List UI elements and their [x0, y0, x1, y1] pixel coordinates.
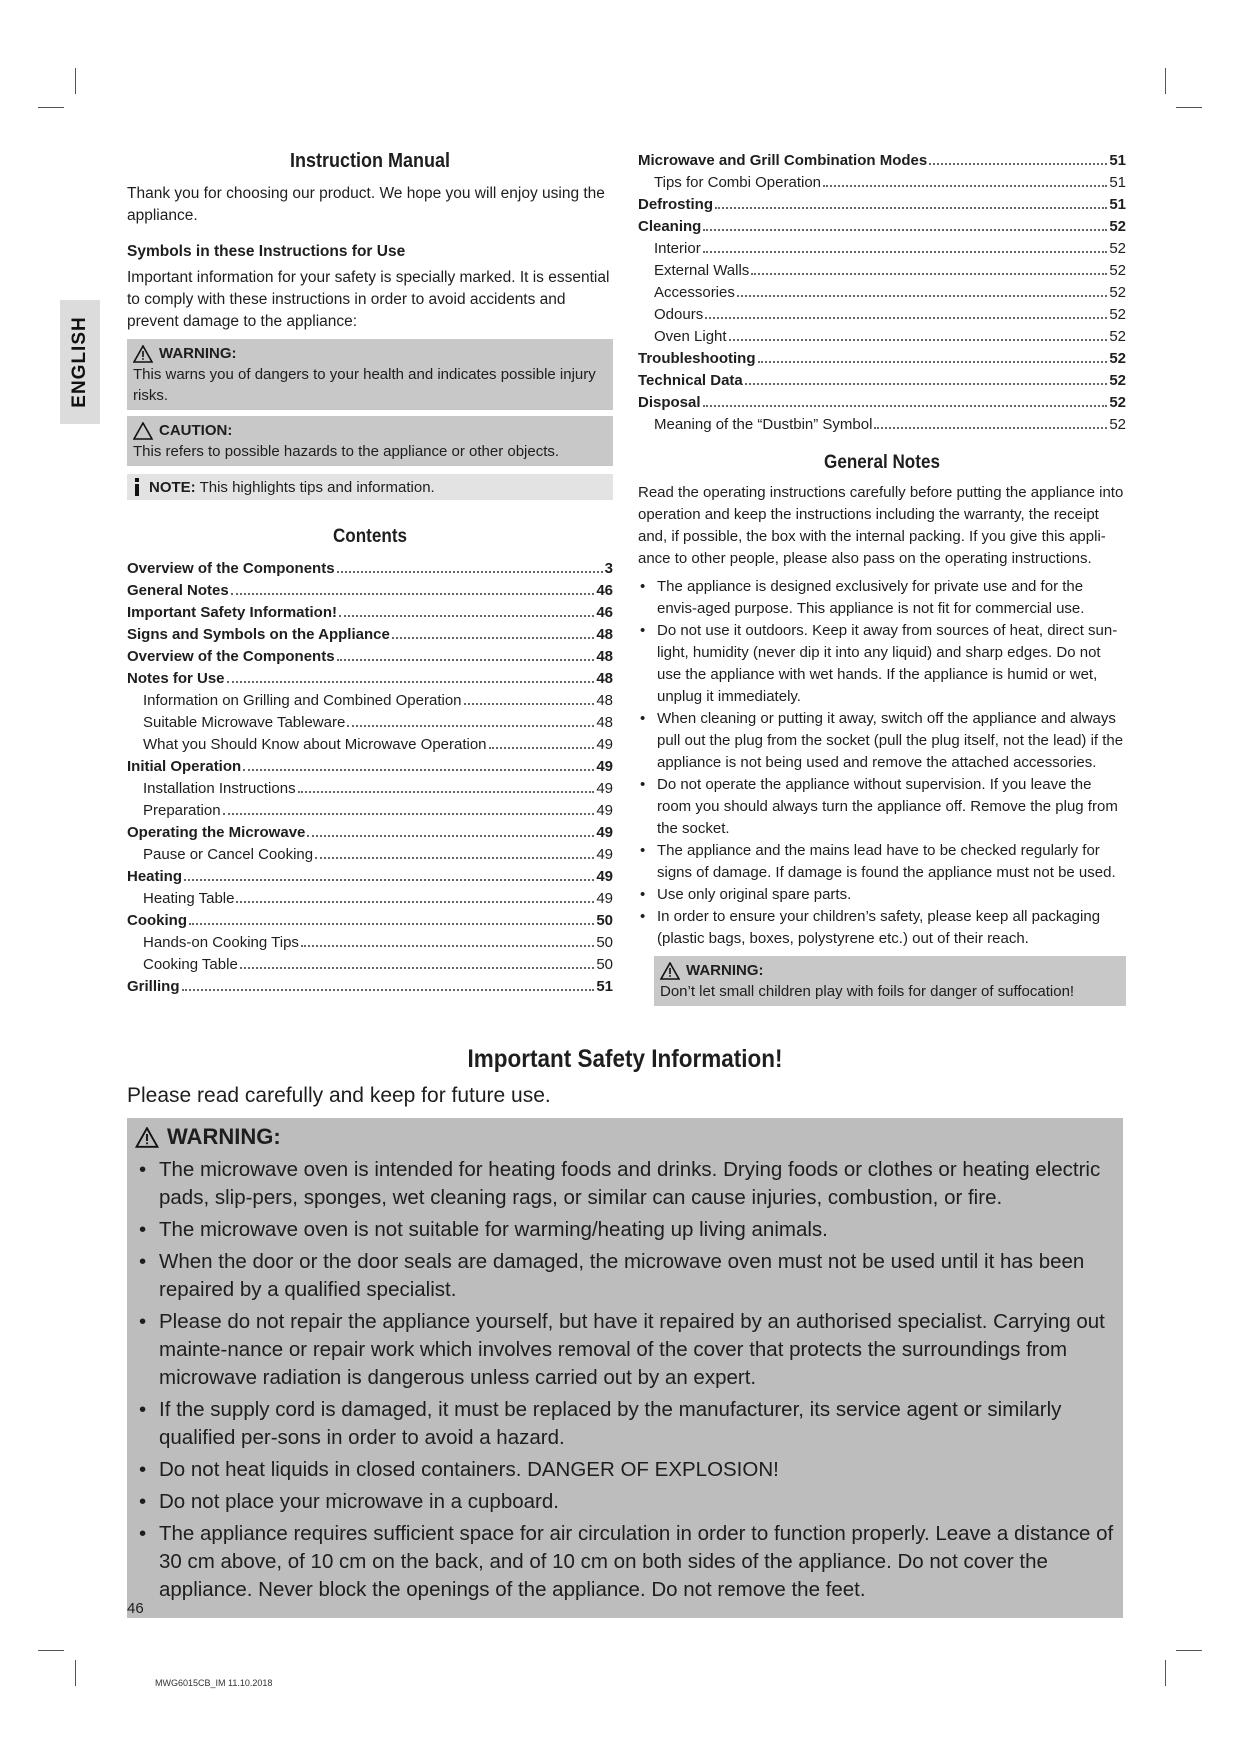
caution-text: This refers to possible hazards to the appliance or other objects. [133, 443, 560, 460]
toc-leader [823, 185, 1107, 187]
toc-entry [638, 260, 1126, 282]
toc-entry [127, 778, 613, 800]
toc-entry [638, 348, 1126, 370]
toc-entry [127, 844, 613, 866]
toc-label: Oven Light [654, 328, 727, 345]
list-item: • Do not heat liquids in closed containers. DANGER OF EXPLOSION! [135, 1456, 1115, 1484]
toc-entry [638, 172, 1126, 194]
general-notes-intro: Read the operating instructions carefully before putting the appliance into operation and keep the instructions including the warranty, the receipt and, if possible, the box with the internal packing. If you give this appli-ance to other people, please also pass on the operating instructions. [638, 484, 1124, 567]
safety-section [127, 1045, 1123, 1618]
toc-page: 52 [1109, 218, 1126, 235]
toc-entry [127, 624, 613, 646]
toc-page: 52 [1109, 306, 1126, 323]
warning-icon [660, 962, 680, 980]
toc-label: Microwave and Grill Combination Modes [638, 152, 928, 169]
toc-page: 49 [596, 890, 613, 907]
toc-page: 48 [596, 670, 613, 687]
toc-label: Odours [654, 306, 704, 323]
toc-entry [638, 238, 1126, 260]
list-item: • In order to ensure your children’s safety, please keep all packaging (plastic bags, boxes, polystyrene etc.) out of their reach. [638, 906, 1126, 950]
toc-leader [489, 747, 595, 749]
toc-page: 52 [1109, 240, 1126, 257]
toc-page: 49 [596, 758, 613, 775]
language-tab [60, 300, 100, 424]
toc-entry [127, 822, 613, 844]
toc-label: Suitable Microwave Tableware [143, 714, 346, 731]
warning-text: This warns you of dangers to your health and indicates possible injury risks. [133, 366, 596, 404]
toc-leader [392, 637, 594, 639]
toc-page: 49 [596, 736, 613, 753]
symbols-text: Important information for your safety is specially marked. It is essential to comply with these instructions in order to avoid accidents and prevent damage to the appliance: [127, 269, 610, 330]
list-item: • The microwave oven is not suitable for warming/heating up living animals. [135, 1216, 1115, 1244]
safety-list [135, 1156, 1115, 1604]
toc-leader [464, 703, 595, 705]
toc-entry [638, 326, 1126, 348]
list-item: • Do not place your microwave in a cupboard. [135, 1488, 1115, 1516]
toc-page: 46 [596, 582, 613, 599]
toc-entry [127, 932, 613, 954]
toc-page: 51 [596, 978, 613, 995]
left-column [127, 150, 613, 998]
list-item: • Please do not repair the appliance yourself, but have it repaired by an authorised specialist. Carrying out mainte-nance or repair work which involves removal of the cover that protects the surroundings from microwave radiation is dangerous unless carried out by an expert. [135, 1308, 1115, 1392]
toc-leader [307, 835, 594, 837]
toc-leader [758, 361, 1108, 363]
toc-label: Heating Table [143, 890, 235, 907]
toc-entry [127, 976, 613, 998]
toc-label: Heating [127, 868, 183, 885]
instruction-manual-title: Instruction Manual [289, 150, 451, 172]
toc-entry [127, 646, 613, 668]
toc-page: 49 [596, 868, 613, 885]
toc-entry [127, 712, 613, 734]
toc-page: 3 [604, 560, 613, 577]
toc-label: Cooking [127, 912, 187, 929]
toc-entry [127, 910, 613, 932]
toc-label: Overview of the Components [127, 560, 335, 577]
safety-warning-box [127, 1118, 1123, 1618]
crop-mark [1165, 1660, 1166, 1686]
list-item: • Do not operate the appliance without supervision. If you leave the room you should always turn the appliance off. Remove the plug from the socket. [638, 774, 1126, 840]
note-label: NOTE: [149, 478, 196, 496]
toc-page: 50 [596, 934, 613, 951]
toc-page: 52 [1109, 328, 1126, 345]
toc-page: 49 [596, 802, 613, 819]
toc-label: External Walls [654, 262, 750, 279]
toc-entry [127, 756, 613, 778]
language-label: ENGLISH [69, 316, 90, 408]
toc-page: 51 [1109, 152, 1126, 169]
toc-leader [298, 791, 595, 793]
table-of-contents [127, 558, 613, 998]
toc-leader [243, 769, 594, 771]
toc-entry [127, 580, 613, 602]
toc-page: 52 [1109, 394, 1126, 411]
toc-entry [127, 668, 613, 690]
toc-leader [745, 383, 1108, 385]
footer-code: MWG6015CB_IM 11.10.2018 [155, 1678, 273, 1688]
note-text: This highlights tips and information. [199, 478, 435, 496]
general-notes-title: General Notes [824, 452, 940, 473]
toc-page: 48 [596, 714, 613, 731]
toc-leader [347, 725, 594, 727]
toc-entry [638, 194, 1126, 216]
warning-box [127, 339, 613, 410]
toc-leader [729, 339, 1108, 341]
right-column [638, 150, 1126, 1006]
toc-label: Defrosting [638, 196, 713, 213]
safety-title: Important Safety Information! [467, 1045, 783, 1073]
list-item: • The appliance is designed exclusively for private use and for the envis-aged purpose. This appliance is not fit for commercial use. [638, 576, 1126, 620]
toc-page: 52 [1109, 284, 1126, 301]
contents-title: Contents [332, 526, 408, 547]
toc-leader [227, 681, 595, 683]
toc-page: 48 [596, 626, 613, 643]
toc-label: Operating the Microwave [127, 824, 306, 841]
toc-label: Signs and Symbols on the Appliance [127, 626, 390, 643]
toc-page: 49 [596, 780, 613, 797]
list-item: • The appliance and the mains lead have to be checked regularly for signs of damage. If damage is found the appliance must not be used. [638, 840, 1126, 884]
toc-label: Tips for Combi Operation [654, 174, 822, 191]
toc-label: Interior [654, 240, 701, 257]
toc-leader [874, 427, 1107, 429]
toc-label: Meaning of the “Dustbin” Symbol [654, 416, 873, 433]
toc-label: What you Should Know about Microwave Operation [143, 736, 487, 753]
toc-leader [703, 405, 1108, 407]
list-item: • The appliance requires sufficient space for air circulation in order to function properly. Leave a distance of 30 cm above, of 10 cm on the back, and of 10 cm on both sides of the appliance. Do not cover the appliance. Never block the openings of the appliance. Do not remove the feet. [135, 1520, 1115, 1604]
page-number: 46 [127, 1600, 144, 1617]
toc-page: 52 [1109, 350, 1126, 367]
caution-icon [133, 422, 153, 440]
toc-page: 46 [596, 604, 613, 621]
toc-leader [240, 967, 595, 969]
toc-leader [231, 593, 595, 595]
toc-label: Preparation [143, 802, 221, 819]
toc-entry [638, 304, 1126, 326]
toc-label: Important Safety Information! [127, 604, 338, 621]
crop-mark [38, 107, 64, 108]
list-item: • Do not use it outdoors. Keep it away from sources of heat, direct sun-light, humidity (never dip it into any liquid) and sharp edges. Do not use the appliance with wet hands. If the appliance is humid or wet, unplug it immediately. [638, 620, 1126, 708]
toc-entry [638, 282, 1126, 304]
info-icon [133, 478, 141, 496]
toc-leader [751, 273, 1107, 275]
toc-leader [337, 659, 595, 661]
toc-leader [301, 945, 594, 947]
toc-leader [315, 857, 594, 859]
list-item: • If the supply cord is damaged, it must be replaced by the manufacturer, its service agent or similarly qualified per-sons in order to avoid a hazard. [135, 1396, 1115, 1452]
toc-entry [127, 558, 613, 580]
warning-text: Don’t let small children play with foils for danger of suffocation! [660, 983, 1075, 1000]
toc-entry [638, 370, 1126, 392]
toc-entry [127, 888, 613, 910]
toc-page: 51 [1109, 174, 1126, 191]
toc-entry [638, 392, 1126, 414]
toc-label: Disposal [638, 394, 701, 411]
toc-leader [337, 571, 603, 573]
toc-entry [127, 602, 613, 624]
toc-leader [703, 251, 1108, 253]
toc-leader [703, 229, 1107, 231]
toc-leader [223, 813, 595, 815]
toc-entry [638, 216, 1126, 238]
toc-page: 48 [596, 648, 613, 665]
toc-leader [339, 615, 594, 617]
toc-entry [127, 734, 613, 756]
toc-page: 51 [1109, 196, 1126, 213]
list-item: • Use only original spare parts. [638, 884, 1126, 906]
caution-box [127, 416, 613, 466]
crop-mark [75, 1660, 76, 1686]
toc-label: Troubleshooting [638, 350, 756, 367]
warning-icon [135, 1127, 159, 1148]
caution-label: CAUTION: [159, 422, 233, 439]
warning-label: WARNING: [167, 1124, 281, 1149]
crop-mark [75, 68, 76, 94]
toc-leader [236, 901, 594, 903]
crop-mark [1176, 107, 1202, 108]
toc-label: Cleaning [638, 218, 702, 235]
toc-label: Installation Instructions [143, 780, 296, 797]
toc-leader [715, 207, 1107, 209]
toc-page: 52 [1109, 372, 1126, 389]
toc-label: Pause or Cancel Cooking [143, 846, 314, 863]
toc-leader [705, 317, 1107, 319]
crop-mark [1176, 1650, 1202, 1651]
table-of-contents-continued [638, 150, 1126, 436]
list-item: • The microwave oven is intended for heating foods and drinks. Drying foods or clothes or heating electric pads, slip-pers, sponges, wet cleaning rags, or similar can cause injuries, combustion, or fire. [135, 1156, 1115, 1212]
general-notes-list [638, 576, 1126, 950]
toc-entry [127, 954, 613, 976]
toc-entry [638, 150, 1126, 172]
toc-label: Hands-on Cooking Tips [143, 934, 299, 951]
toc-entry [127, 866, 613, 888]
toc-label: Information on Grilling and Combined Operation [143, 692, 462, 709]
toc-label: Technical Data [638, 372, 743, 389]
toc-label: Accessories [654, 284, 735, 301]
toc-leader [929, 163, 1107, 165]
list-item: • When cleaning or putting it away, switch off the appliance and always pull out the plug from the socket (pull the plug itself, not the lead) if the appliance is not being used and remove the attached accessories. [638, 708, 1126, 774]
toc-leader [189, 923, 594, 925]
toc-entry [127, 800, 613, 822]
toc-entry [127, 690, 613, 712]
toc-label: General Notes [127, 582, 229, 599]
toc-page: 52 [1109, 262, 1126, 279]
crop-mark [38, 1650, 64, 1651]
toc-label: Initial Operation [127, 758, 242, 775]
toc-label: Grilling [127, 978, 180, 995]
toc-page: 48 [596, 692, 613, 709]
toc-leader [737, 295, 1107, 297]
toc-leader [182, 989, 595, 991]
toc-page: 49 [596, 846, 613, 863]
suffocation-warning-box [654, 956, 1126, 1006]
safety-subtitle: Please read carefully and keep for future use. [127, 1084, 551, 1107]
warning-label: WARNING: [686, 962, 764, 979]
toc-entry [638, 414, 1126, 436]
intro-text: Thank you for choosing our product. We hope you will enjoy using the appliance. [127, 185, 605, 224]
toc-label: Overview of the Components [127, 648, 335, 665]
toc-page: 50 [596, 912, 613, 929]
toc-page: 50 [596, 956, 613, 973]
crop-mark [1165, 68, 1166, 94]
warning-label: WARNING: [159, 345, 237, 362]
symbols-heading: Symbols in these Instructions for Use [127, 243, 406, 260]
warning-icon [133, 345, 153, 363]
note-box [127, 474, 613, 500]
list-item: • When the door or the door seals are damaged, the microwave oven must not be used until it has been repaired by a qualified specialist. [135, 1248, 1115, 1304]
toc-label: Notes for Use [127, 670, 225, 687]
toc-label: Cooking Table [143, 956, 238, 973]
toc-leader [184, 879, 594, 881]
toc-page: 49 [596, 824, 613, 841]
toc-page: 52 [1109, 416, 1126, 433]
